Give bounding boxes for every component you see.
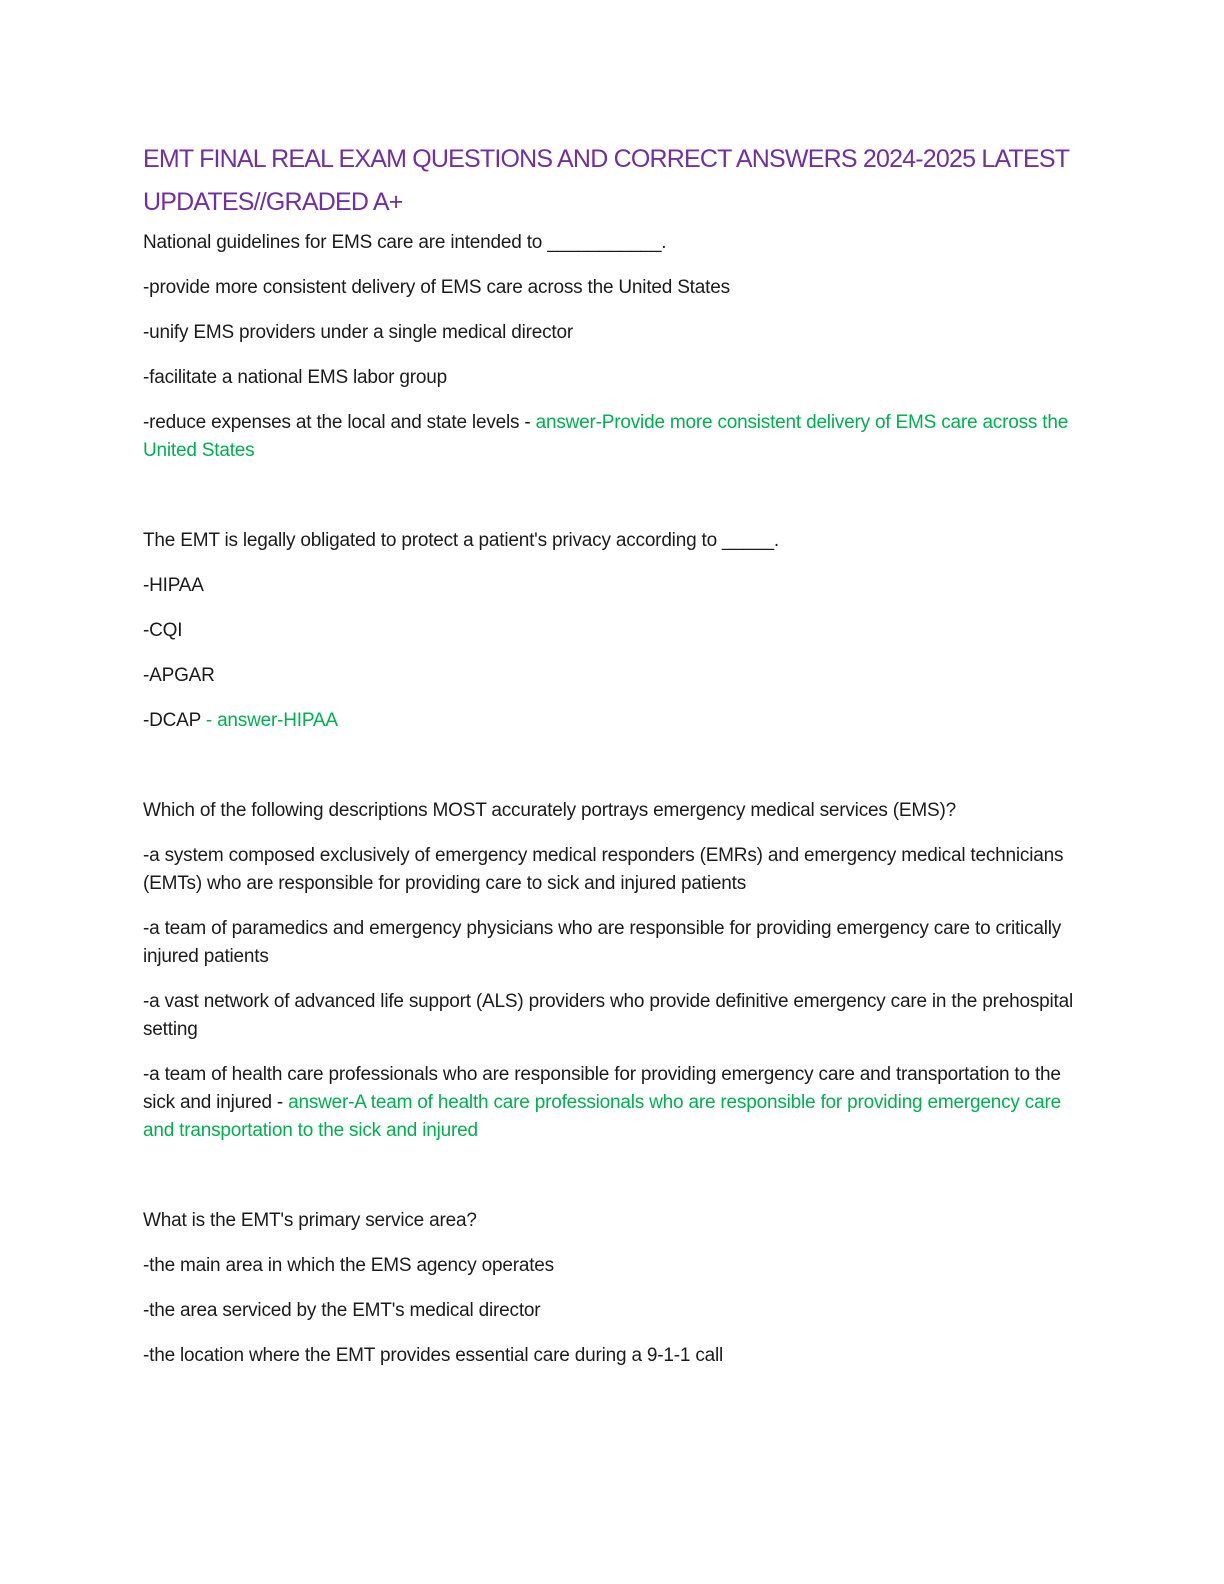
correct-answer-text: - answer-HIPAA <box>205 710 338 731</box>
answer-option <box>143 274 1083 302</box>
answer-option <box>143 1252 1083 1280</box>
answer-option <box>143 988 1083 1044</box>
option-text: -CQI <box>143 620 183 641</box>
answer-option-with-correct-answer <box>143 409 1083 465</box>
answer-option-with-correct-answer <box>143 1061 1083 1145</box>
option-text: -a team of health care professionals who are responsible for providing emergency care and transportation to the sick and injured - <box>143 1064 1061 1113</box>
question-text: What is the EMT's primary service area? <box>143 1210 477 1231</box>
option-text: -facilitate a national EMS labor group <box>143 367 447 388</box>
question-block-3 <box>143 797 1083 1145</box>
document-title-line-1: EMT FINAL REAL EXAM QUESTIONS AND CORRECT ANSWERS 2024-2025 LATEST <box>143 145 1070 173</box>
document-title-line-2: UPDATES//GRADED A+ <box>143 188 403 216</box>
blank-line <box>143 1162 1083 1207</box>
option-text: -unify EMS providers under a single medical director <box>143 322 573 343</box>
correct-answer-text: answer-Provide more consistent delivery of EMS care across the United States <box>143 412 1069 461</box>
document-title <box>143 138 1083 224</box>
question-text: National guidelines for EMS care are intended to ___________. <box>143 232 667 253</box>
question-text: Which of the following descriptions MOST accurately portrays emergency medical services (EMS)? <box>143 800 956 821</box>
document-content <box>143 138 1083 1387</box>
option-text: -the main area in which the EMS agency operates <box>143 1255 554 1276</box>
question-block-1 <box>143 229 1083 465</box>
blank-line <box>143 752 1083 797</box>
option-text: -a vast network of advanced life support (ALS) providers who provide definitive emergency care in the prehospital setting <box>143 991 1074 1040</box>
option-text: -provide more consistent delivery of EMS care across the United States <box>143 277 730 298</box>
option-text: -DCAP <box>143 710 206 731</box>
option-text: -a system composed exclusively of emergency medical responders (EMRs) and emergency medical technicians (EMTs) who are responsible for providing care to sick and injured patients <box>143 845 1064 894</box>
option-text: -HIPAA <box>143 575 204 596</box>
answer-option <box>143 617 1083 645</box>
option-text: -the area serviced by the EMT's medical director <box>143 1300 541 1321</box>
answer-option <box>143 1297 1083 1325</box>
question-block-4 <box>143 1207 1083 1370</box>
answer-option <box>143 842 1083 898</box>
blank-line <box>143 482 1083 527</box>
answer-option-with-correct-answer <box>143 707 1083 735</box>
answer-option <box>143 572 1083 600</box>
option-text: -reduce expenses at the local and state levels - <box>143 412 536 433</box>
option-text: -the location where the EMT provides essential care during a 9-1-1 call <box>143 1345 724 1366</box>
answer-option <box>143 1342 1083 1370</box>
option-text: -a team of paramedics and emergency physicians who are responsible for providing emergency care to critically injured patients <box>143 918 1062 967</box>
answer-option <box>143 319 1083 347</box>
option-text: -APGAR <box>143 665 215 686</box>
answer-option <box>143 662 1083 690</box>
answer-option <box>143 915 1083 971</box>
answer-option <box>143 364 1083 392</box>
question-block-2 <box>143 527 1083 735</box>
correct-answer-text: answer-A team of health care professionals who are responsible for providing emergency care and transportation to the sick and injured <box>143 1092 1061 1141</box>
question-text: The EMT is legally obligated to protect a patient's privacy according to _____. <box>143 530 779 551</box>
